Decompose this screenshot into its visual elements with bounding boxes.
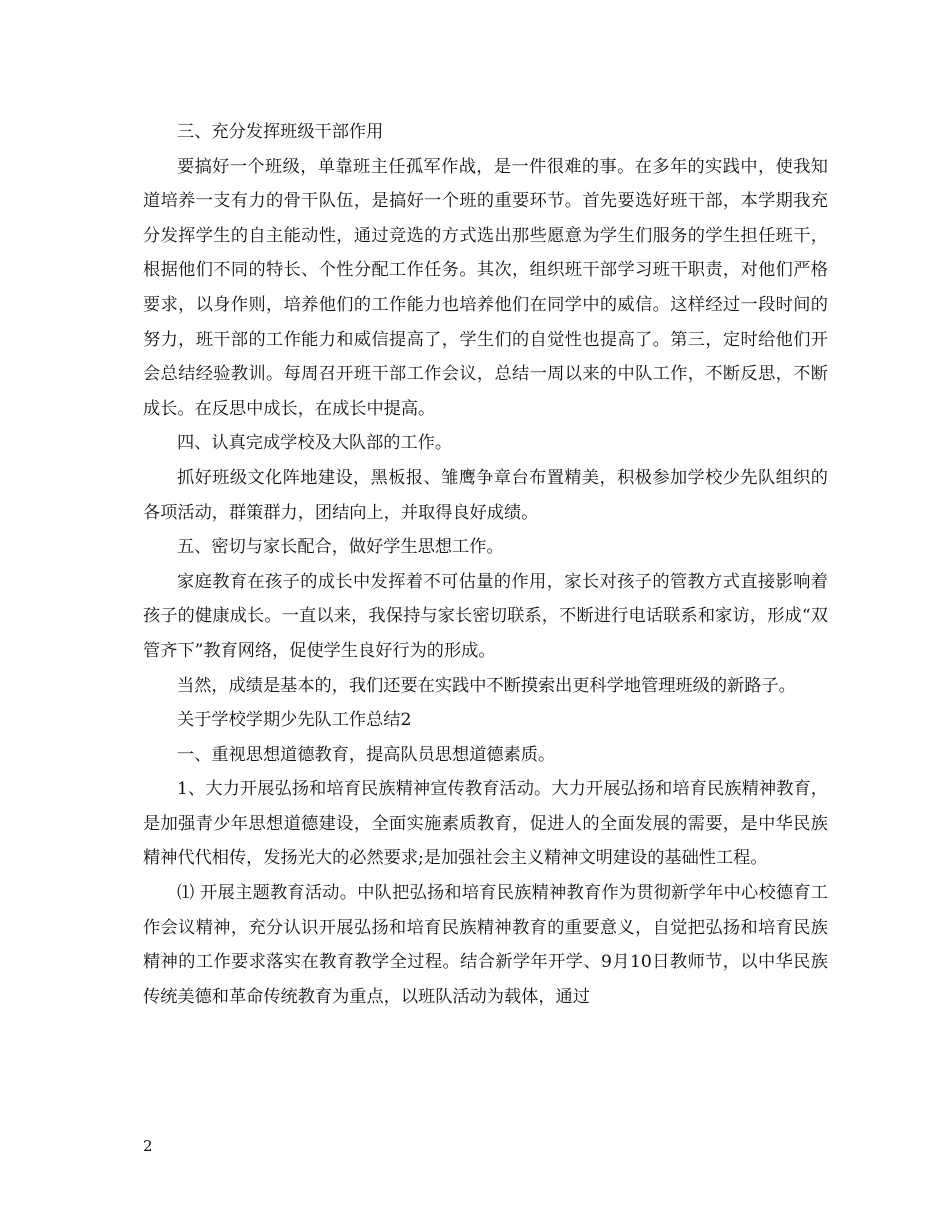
- paragraph-class-cadres: 要搞好一个班级，单靠班主任孤军作战，是一件很难的事。在多年的实践中，使我知道培养一支有力的骨干队伍，是搞好一个班的重要环节。首先要选好班干部，本学期我充分发挥学生的自主能动性，通过竞选的方式选出那些愿意为学生们服务的学生担任班干，根据他们不同的特长、个性分配工作任务。其次，组织班干部学习班干职责，对他们严格要求，以身作则，培养他们的工作能力也培养他们在同学中的威信。这样经过一段时间的努力，班干部的工作能力和威信提高了，学生们的自觉性也提高了。第三，定时给他们开会总结经验教训。每周召开班干部工作会议，总结一周以来的中队工作，不断反思，不断成长。在反思中成长，在成长中提高。: [143, 156, 828, 419]
- section-heading-class-cadres: 三、充分发挥班级干部作用: [177, 122, 384, 142]
- section-heading-parents: 五、密切与家长配合，做好学生思想工作。: [177, 537, 504, 558]
- paragraph-parents: 家庭教育在孩子的成长中发挥着不可估量的作用，家长对孩子的管教方式直接影响着孩子的健康成长。一直以来，我保持与家长密切联系，不断进行电话联系和家访，形成“双管齐下”教育网络，促使学生良好行为的形成。: [143, 571, 828, 661]
- paragraph-conclusion: 当然，成绩是基本的，我们还要在实践中不断摸索出更科学地管理班级的新路子。: [177, 675, 796, 696]
- document-subtitle: 关于学校学期少先队工作总结2: [177, 710, 412, 731]
- paragraph-theme-activities: ⑴ 开展主题教育活动。中队把弘扬和培育民族精神教育作为贯彻新学年中心校德育工作会议精神，充分认识开展弘扬和培育民族精神教育的重要意义，自觉把弘扬和培育民族精神的工作要求落实在教育教学全过程。结合新学年开学、9月10日教师节，以中华民族传统美德和革命传统教育为重点，以班队活动为载体，通过: [143, 883, 828, 1007]
- paragraph-school-work: 抓好班级文化阵地建设，黑板报、雏鹰争章台布置精美，积极参加学校少先队组织的各项活动，群策群力，团结向上，并取得良好成绩。: [143, 467, 828, 523]
- document-body: [143, 115, 828, 1014]
- paragraph-national-spirit: 1、大力开展弘扬和培育民族精神宣传教育活动。大力开展弘扬和培育民族精神教育，是加强青少年思想道德建设，全面实施素质教育，促进人的全面发展的需要，是中华民族精神代代相传，发扬光大的必然要求;是加强社会主义精神文明建设的基础性工程。: [143, 779, 828, 869]
- section-heading-moral-education: 一、重视思想道德教育，提高队员思想道德素质。: [177, 744, 556, 765]
- page-number: 2: [143, 1137, 153, 1155]
- section-heading-school-work: 四、认真完成学校及大队部的工作。: [177, 433, 453, 454]
